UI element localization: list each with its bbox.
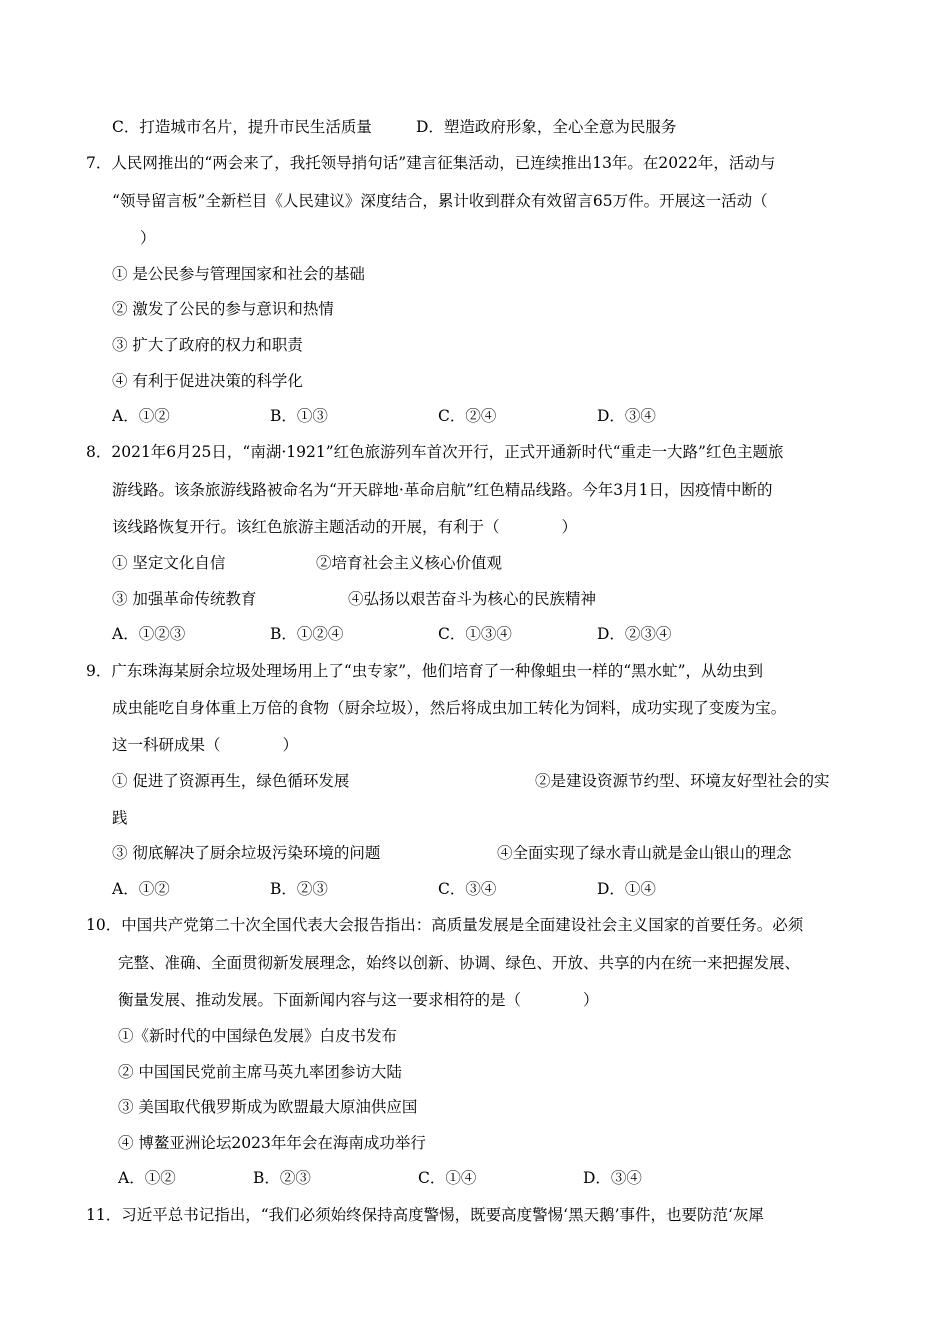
- q9-item-2-cont: 践: [112, 809, 128, 827]
- q9-item-2: ②是建设资源节约型、环境友好型社会的实: [535, 772, 830, 790]
- q6-option-c: C．打造城市名片，提升市民生活质量: [112, 118, 372, 136]
- q11-stem-line-1: 11．习近平总书记指出，“我们必须始终保持高度警惕，既要高度警惕‘黑天鹅’事件，也要防范‘灰犀: [86, 1206, 764, 1224]
- q7-item-2: ② 激发了公民的参与意识和热情: [112, 300, 334, 318]
- q6-option-d: D．塑造政府形象，全心全意为民服务: [416, 118, 677, 136]
- q10-option-c: C．①④: [418, 1169, 477, 1187]
- q10-item-4: ④ 博鳌亚洲论坛2023年年会在海南成功举行: [118, 1134, 426, 1152]
- q7-option-c: C．②④: [438, 407, 497, 425]
- q9-stem-line-1: 9．广东珠海某厨余垃圾处理场用上了“虫专家”，他们培育了一种像蛆虫一样的“黑水虻”，从幼虫到: [86, 662, 764, 680]
- q9-option-d: D．①④: [597, 880, 656, 898]
- q10-option-b: B．②③: [253, 1169, 311, 1187]
- q9-item-4: ④全面实现了绿水青山就是金山银山的理念: [497, 844, 792, 862]
- q10-stem-line-2: 完整、准确、全面贯彻新发展理念，始终以创新、协调、绿色、开放、共享的内在统一来把握发展、: [118, 954, 801, 972]
- q10-option-a: A．①②: [118, 1169, 176, 1187]
- q9-stem-line-3: 这一科研成果（ ）: [112, 736, 299, 754]
- q9-stem-line-2: 成虫能吃自身体重上万倍的食物（厨余垃圾），然后将成虫加工转化为饲料，成功实现了变废为宝。: [112, 699, 787, 717]
- q8-item-3: ③ 加强革命传统教育: [112, 590, 257, 608]
- q8-option-a: A．①②③: [112, 625, 186, 643]
- q10-item-1: ①《新时代的中国绿色发展》白皮书发布: [118, 1027, 398, 1045]
- q8-item-2: ②培育社会主义核心价值观: [316, 554, 503, 572]
- q9-item-1: ① 促进了资源再生，绿色循环发展: [112, 772, 350, 790]
- q10-option-d: D．③④: [583, 1169, 642, 1187]
- q9-item-3: ③ 彻底解决了厨余垃圾污染环境的问题: [112, 844, 381, 862]
- q8-stem-line-1: 8．2021年6月25日，“南湖·1921”红色旅游列车首次开行，正式开通新时代“重走一大路”红色主题旅: [86, 443, 784, 461]
- q9-option-a: A．①②: [112, 880, 170, 898]
- q8-option-b: B．①②④: [270, 625, 344, 643]
- q10-item-2: ② 中国国民党前主席马英九率团参访大陆: [118, 1063, 402, 1081]
- q10-stem-line-1: 10．中国共产党第二十次全国代表大会报告指出：高质量发展是全面建设社会主义国家的首要任务。必须: [86, 916, 804, 934]
- q7-stem-line-1: 7．人民网推出的“两会来了，我托领导捎句话”建言征集活动，已连续推出13年。在2022年，活动与: [86, 154, 776, 172]
- q8-option-c: C．①③④: [438, 625, 512, 643]
- q9-option-c: C．③④: [438, 880, 497, 898]
- q7-item-4: ④ 有利于促进决策的科学化: [112, 372, 303, 390]
- q8-item-1: ① 坚定文化自信: [112, 554, 226, 572]
- q7-option-b: B．①③: [270, 407, 328, 425]
- q10-stem-line-3: 衡量发展、推动发展。下面新闻内容与这一要求相符的是（ ）: [118, 991, 599, 1009]
- q8-stem-line-2: 游线路。该条旅游线路被命名为“开天辟地·革命启航”红色精品线路。今年3月1日，因疫情中断的: [112, 481, 773, 499]
- q9-option-b: B．②③: [270, 880, 328, 898]
- q10-item-3: ③ 美国取代俄罗斯成为欧盟最大原油供应国: [118, 1098, 418, 1116]
- q7-option-d: D．③④: [597, 407, 656, 425]
- q7-stem-line-2: “领导留言板”全新栏目《人民建议》深度结合，累计收到群众有效留言65万件。开展这一活动（: [112, 192, 768, 210]
- q8-item-4: ④弘扬以艰苦奋斗为核心的民族精神: [348, 590, 597, 608]
- q8-option-d: D．②③④: [597, 625, 672, 643]
- q7-item-3: ③ 扩大了政府的权力和职责: [112, 336, 303, 354]
- q7-option-a: A．①②: [112, 407, 170, 425]
- q8-stem-line-3: 该线路恢复开行。该红色旅游主题活动的开展，有利于（ ）: [112, 518, 578, 536]
- q7-item-1: ① 是公民参与管理国家和社会的基础: [112, 265, 365, 283]
- q7-stem-line-3: ）: [140, 229, 156, 247]
